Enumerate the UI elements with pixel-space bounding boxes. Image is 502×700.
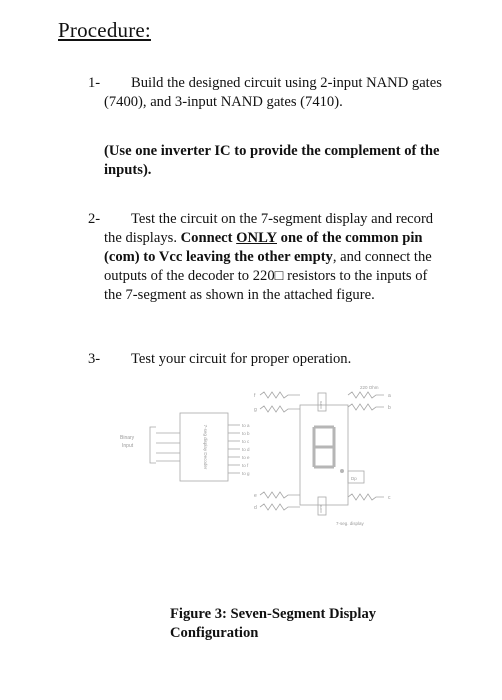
step-1-text: Build the designed circuit using 2-input NAND gates (7400), and 3-input NAND gates (7410).: [104, 75, 442, 110]
output-c: to c: [242, 439, 250, 444]
step-2-only: ONLY: [236, 230, 277, 246]
segment-label-b: b: [388, 405, 391, 411]
dp-dot: [340, 469, 344, 473]
input-label-1: Binary: [120, 435, 135, 441]
step-3-number: 3-: [88, 351, 101, 367]
dp-label: Dp: [351, 476, 357, 481]
step-3-text: Test your circuit for proper operation.: [131, 351, 352, 367]
step-2-number: 2-: [88, 211, 101, 227]
step-1-note: (Use one inverter IC to provide the complement of the inputs).: [104, 143, 440, 178]
output-d: to d: [242, 447, 250, 452]
com-label-bottom: com: [318, 505, 323, 513]
segment-label-g: g: [254, 407, 257, 413]
step-2-text-b: , and connect the outputs of the decoder to 220: [104, 249, 432, 284]
step-2-text-a: Test the circuit on the 7-segment display and record the displays.: [104, 211, 434, 246]
seven-segment-figure: [100, 385, 480, 535]
com-label-top: com: [318, 401, 323, 409]
step-2-bold-a: Connect: [180, 230, 233, 246]
ohm-glyph: □: [274, 268, 284, 284]
output-b: to b: [242, 431, 250, 436]
output-f: to f: [242, 463, 249, 468]
output-a: to a: [242, 423, 250, 428]
figure-caption: Figure 3: Seven-Segment Display Configuration: [170, 606, 377, 641]
segment-label-d: d: [254, 505, 257, 511]
decoder-label: 7-seg display Decoder: [203, 424, 208, 470]
output-e: to e: [242, 455, 250, 460]
segment-label-a: a: [388, 393, 391, 399]
resistor-label: 220 Ohm: [360, 385, 379, 390]
step-2-text-c: resistors to the inputs of the 7-segment as shown in the attached figure.: [104, 268, 428, 303]
segment-label-f: f: [254, 393, 256, 399]
segment-label-e: e: [254, 493, 257, 499]
step-1-number: 1-: [88, 75, 101, 91]
page-title: Procedure:: [58, 18, 151, 42]
input-label-2: Input: [122, 443, 134, 449]
display-label: 7-seg. display: [336, 521, 364, 526]
segment-label-c: c: [388, 495, 391, 501]
step-2-bold-b: one of the common pin (com) to Vcc leaving the other empty: [104, 230, 423, 265]
step-2-text: [104, 210, 439, 305]
output-g: to g: [242, 471, 250, 476]
